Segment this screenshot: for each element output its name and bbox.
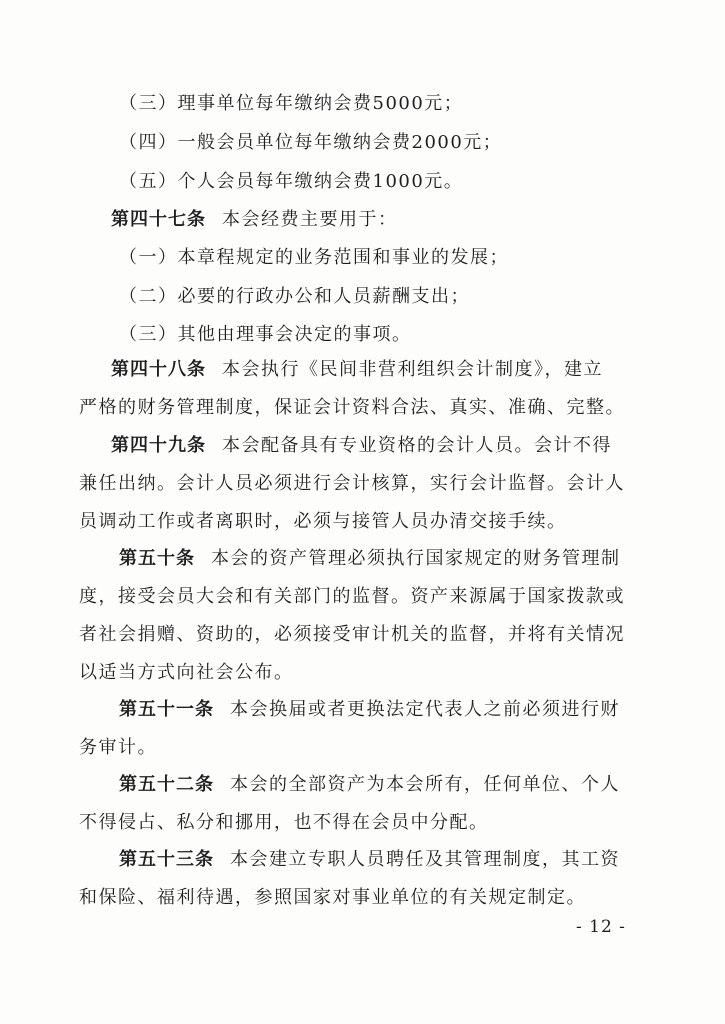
article-title: 第四十八条 [111,359,206,380]
page-number: - 12 - [576,917,626,937]
article-47 [111,208,398,232]
text-line: 以适当方式向社会公布。 [79,662,294,683]
text-line: 严格的财务管理制度，保证会计资料合法、真实、准确、完整。 [79,397,625,418]
article-48 [111,358,603,382]
text-line: （五）个人会员每年缴纳会费1000元。 [119,171,464,192]
text-line: 务审计。 [79,737,157,758]
text-line: 和保险、福利待遇，参照国家对事业单位的有关规定制定。 [79,887,586,908]
text-line: 度，接受会员大会和有关部门的监督。资产来源属于国家拨款或 [79,586,625,607]
article-51 [119,698,620,722]
article-text: 本会配备具有专业资格的会计人员。会计不得 [222,435,612,456]
text-line: 员调动工作或者离职时，必须与接管人员办清交接手续。 [79,511,567,532]
article-49 [111,434,612,458]
text-line: 不得侵占、私分和挪用，也不得在会员中分配。 [79,812,489,833]
text-line: （一）本章程规定的业务范围和事业的发展； [119,247,509,268]
article-52 [119,773,620,797]
article-title: 第五十一条 [119,699,214,720]
article-text: 本会的全部资产为本会所有，任何单位、个人 [230,774,620,795]
article-title: 第五十二条 [119,774,214,795]
text-line: （三）其他由理事会决定的事项。 [119,324,412,345]
article-text: 本会经费主要用于： [222,209,398,230]
text-line: （四）一般会员单位每年缴纳会费2000元； [119,132,503,153]
article-title: 第五十条 [119,548,195,569]
article-title: 第四十七条 [111,209,206,230]
article-50 [119,547,621,571]
article-text: 本会建立专职人员聘任及其管理制度，其工资 [230,849,620,870]
text-line: 者社会捐赠、资助的，必须接受审计机关的监督，并将有关情况 [79,624,625,645]
text-line: （三）理事单位每年缴纳会费5000元； [119,93,464,114]
article-title: 第四十九条 [111,435,206,456]
article-text: 本会的资产管理必须执行国家规定的财务管理制 [211,548,621,569]
article-text: 本会执行《民间非营利组织会计制度》，建立 [222,359,603,380]
article-53 [119,848,620,872]
article-text: 本会换届或者更换法定代表人之前必须进行财 [230,699,620,720]
article-title: 第五十三条 [119,849,214,870]
text-line: 兼任出纳。会计人员必须进行会计核算，实行会计监督。会计人 [79,473,625,494]
text-line: （二）必要的行政办公和人员薪酬支出； [119,286,470,307]
